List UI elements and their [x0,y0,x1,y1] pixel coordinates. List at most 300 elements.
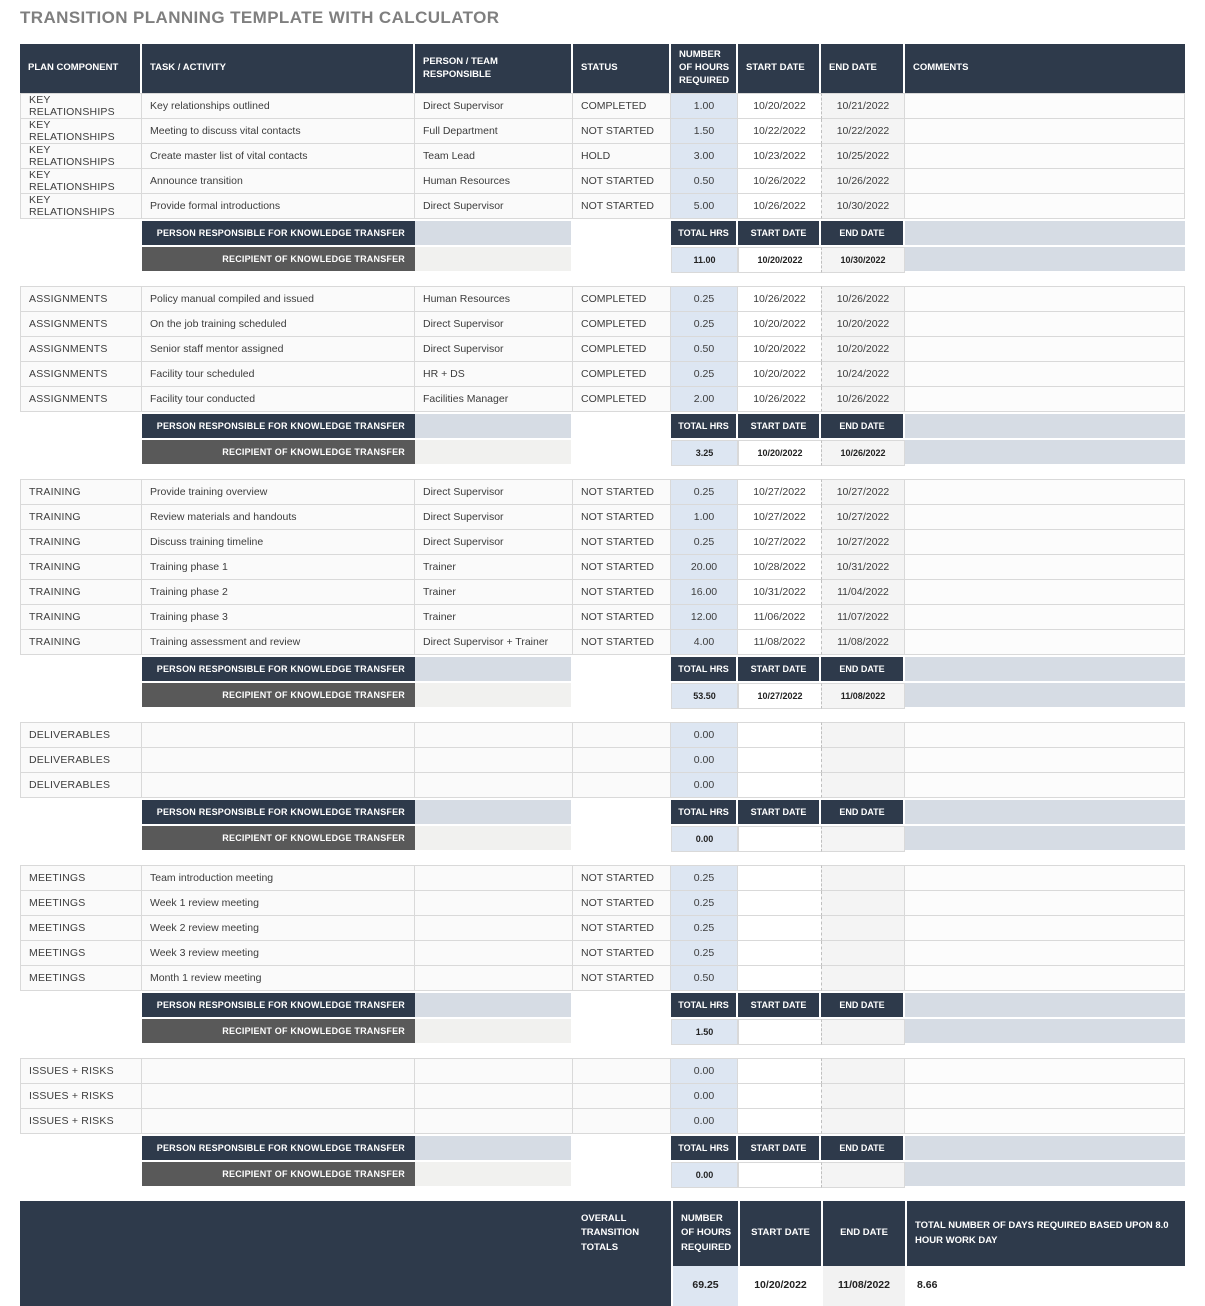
end-date-cell[interactable] [821,916,905,941]
plan-component-cell[interactable]: TRAINING [20,580,142,605]
kt-spacer [20,247,142,271]
status-cell[interactable] [573,722,671,748]
start-date-cell[interactable] [738,941,821,966]
plan-component-cell[interactable]: ASSIGNMENTS [20,387,142,412]
person-cell[interactable] [415,1058,573,1084]
status-cell[interactable] [573,1058,671,1084]
status-cell[interactable] [573,773,671,798]
comments-cell[interactable] [905,1058,1185,1084]
task-row [20,144,1185,169]
task-cell[interactable] [142,722,415,748]
hours-cell[interactable]: 2.00 [671,387,738,412]
comments-cell[interactable] [905,337,1185,362]
task-cell[interactable] [142,773,415,798]
plan-component-cell[interactable]: ASSIGNMENTS [20,362,142,387]
person-cell[interactable] [415,966,573,991]
plan-component-cell[interactable]: ISSUES + RISKS [20,1058,142,1084]
recipient-input[interactable] [415,826,573,850]
start-date-cell[interactable]: 10/26/2022 [738,194,821,219]
end-date-cell[interactable]: 10/20/2022 [821,337,905,362]
hours-cell[interactable]: 12.00 [671,605,738,630]
person-cell[interactable] [415,748,573,773]
col-header-person-team: PERSON / TEAM RESPONSIBLE [415,44,573,93]
status-cell[interactable] [573,1109,671,1134]
end-date-cell[interactable] [821,748,905,773]
summary-end-value[interactable] [821,1162,905,1188]
start-date-cell[interactable]: 10/27/2022 [738,479,821,505]
comments-cell[interactable] [905,93,1185,119]
end-date-cell[interactable]: 10/26/2022 [821,387,905,412]
end-date-cell[interactable] [821,865,905,891]
hours-cell[interactable]: 0.25 [671,286,738,312]
comments-cell[interactable] [905,479,1185,505]
task-row [20,387,1185,412]
summary-comments-cell[interactable] [905,414,1185,438]
status-cell[interactable]: NOT STARTED [573,941,671,966]
end-date-cell[interactable]: 10/30/2022 [821,194,905,219]
overall-start-value[interactable]: 10/20/2022 [738,1266,821,1306]
start-date-cell[interactable]: 10/20/2022 [738,312,821,337]
comments-cell[interactable] [905,966,1185,991]
start-date-cell[interactable]: 10/26/2022 [738,286,821,312]
end-date-cell[interactable]: 10/31/2022 [821,555,905,580]
start-date-cell[interactable]: 10/26/2022 [738,387,821,412]
hours-cell[interactable]: 1.50 [671,119,738,144]
task-cell[interactable]: Meeting to discuss vital contacts [142,119,415,144]
comments-cell[interactable] [905,748,1185,773]
summary-comments-cell[interactable] [905,993,1185,1017]
person-cell[interactable]: Direct Supervisor [415,194,573,219]
status-cell[interactable]: NOT STARTED [573,580,671,605]
start-date-cell[interactable]: 11/06/2022 [738,605,821,630]
task-cell[interactable]: Training phase 3 [142,605,415,630]
person-cell[interactable]: Human Resources [415,169,573,194]
summary-comments-cell[interactable] [905,440,1185,464]
comments-cell[interactable] [905,119,1185,144]
status-cell[interactable]: NOT STARTED [573,530,671,555]
person-responsible-input[interactable] [415,657,573,681]
end-date-cell[interactable]: 10/21/2022 [821,93,905,119]
summary-comments-cell[interactable] [905,826,1185,850]
person-cell[interactable] [415,941,573,966]
task-cell[interactable]: On the job training scheduled [142,312,415,337]
start-date-cell[interactable]: 10/28/2022 [738,555,821,580]
task-row [20,194,1185,219]
start-date-cell[interactable] [738,722,821,748]
task-cell[interactable]: Facility tour conducted [142,387,415,412]
task-cell[interactable]: Senior staff mentor assigned [142,337,415,362]
kt-spacer [20,1162,142,1186]
comments-cell[interactable] [905,505,1185,530]
person-cell[interactable]: Direct Supervisor [415,337,573,362]
overall-end-value[interactable]: 11/08/2022 [821,1266,905,1306]
hours-cell[interactable]: 0.25 [671,479,738,505]
person-cell[interactable] [415,1084,573,1109]
comments-cell[interactable] [905,530,1185,555]
task-cell[interactable]: Week 1 review meeting [142,891,415,916]
person-cell[interactable]: Full Department [415,119,573,144]
start-date-cell[interactable]: 10/31/2022 [738,580,821,605]
comments-cell[interactable] [905,1109,1185,1134]
task-cell[interactable]: Training phase 2 [142,580,415,605]
start-date-cell[interactable] [738,773,821,798]
summary-start-value[interactable] [738,1019,821,1045]
status-cell[interactable]: COMPLETED [573,312,671,337]
summary-comments-cell[interactable] [905,1019,1185,1043]
status-cell[interactable]: NOT STARTED [573,119,671,144]
kt-spacer [573,683,671,707]
summary-end-value[interactable]: 10/26/2022 [821,440,905,466]
status-cell[interactable]: NOT STARTED [573,555,671,580]
task-cell[interactable]: Training phase 1 [142,555,415,580]
person-responsible-input[interactable] [415,414,573,438]
task-cell[interactable]: Training assessment and review [142,630,415,655]
person-cell[interactable] [415,891,573,916]
summary-start-value[interactable]: 10/20/2022 [738,440,821,466]
hours-cell[interactable]: 0.00 [671,748,738,773]
start-date-cell[interactable]: 10/23/2022 [738,144,821,169]
summary-comments-cell[interactable] [905,1136,1185,1160]
start-date-cell[interactable]: 10/27/2022 [738,505,821,530]
comments-cell[interactable] [905,312,1185,337]
kt-spacer [573,414,671,438]
task-cell[interactable]: Key relationships outlined [142,93,415,119]
total-hours-value[interactable]: 3.25 [671,440,738,466]
comments-cell[interactable] [905,555,1185,580]
task-cell[interactable]: Review materials and handouts [142,505,415,530]
person-responsible-input[interactable] [415,800,573,824]
status-cell[interactable]: NOT STARTED [573,479,671,505]
start-date-cell[interactable]: 10/22/2022 [738,119,821,144]
comments-cell[interactable] [905,865,1185,891]
person-cell[interactable]: HR + DS [415,362,573,387]
comments-cell[interactable] [905,891,1185,916]
person-cell[interactable]: Direct Supervisor [415,530,573,555]
task-row [20,891,1185,916]
plan-component-cell[interactable]: DELIVERABLES [20,722,142,748]
person-cell[interactable]: Facilities Manager [415,387,573,412]
person-cell[interactable]: Direct Supervisor [415,93,573,119]
end-date-cell[interactable] [821,891,905,916]
comments-cell[interactable] [905,286,1185,312]
plan-component-cell[interactable]: MEETINGS [20,865,142,891]
person-cell[interactable] [415,1109,573,1134]
hours-cell[interactable]: 1.00 [671,93,738,119]
status-cell[interactable]: COMPLETED [573,337,671,362]
person-cell[interactable]: Team Lead [415,144,573,169]
plan-component-cell[interactable]: DELIVERABLES [20,748,142,773]
end-date-cell[interactable] [821,722,905,748]
status-cell[interactable]: COMPLETED [573,286,671,312]
hours-cell[interactable]: 3.00 [671,144,738,169]
comments-cell[interactable] [905,722,1185,748]
end-date-cell[interactable]: 10/26/2022 [821,286,905,312]
start-date-cell[interactable] [738,1084,821,1109]
overall-days-value[interactable]: 8.66 [905,1266,1185,1306]
summary-start-value[interactable] [738,1162,821,1188]
comments-cell[interactable] [905,916,1185,941]
person-responsible-label: PERSON RESPONSIBLE FOR KNOWLEDGE TRANSFER [142,414,415,438]
end-date-cell[interactable] [821,966,905,991]
status-cell[interactable]: NOT STARTED [573,891,671,916]
status-cell[interactable]: NOT STARTED [573,605,671,630]
comments-cell[interactable] [905,941,1185,966]
task-cell[interactable]: Week 3 review meeting [142,941,415,966]
end-date-cell[interactable] [821,1058,905,1084]
task-cell[interactable]: Month 1 review meeting [142,966,415,991]
hours-cell[interactable]: 0.25 [671,941,738,966]
end-date-cell[interactable]: 10/26/2022 [821,169,905,194]
summary-start-date-header: START DATE [738,657,821,681]
total-hrs-header: TOTAL HRS [671,657,738,681]
hours-cell[interactable]: 0.25 [671,891,738,916]
start-date-cell[interactable]: 11/08/2022 [738,630,821,655]
status-cell[interactable]: NOT STARTED [573,966,671,991]
person-responsible-input[interactable] [415,1136,573,1160]
summary-end-date-header: END DATE [821,221,905,245]
task-cell[interactable] [142,1058,415,1084]
status-cell[interactable]: COMPLETED [573,387,671,412]
hours-cell[interactable]: 0.00 [671,722,738,748]
plan-component-cell[interactable]: MEETINGS [20,891,142,916]
hours-cell[interactable]: 0.00 [671,1058,738,1084]
hours-cell[interactable]: 0.50 [671,169,738,194]
plan-component-cell[interactable]: MEETINGS [20,916,142,941]
summary-comments-cell[interactable] [905,247,1185,271]
start-date-cell[interactable]: 10/20/2022 [738,362,821,387]
task-cell[interactable]: Policy manual compiled and issued [142,286,415,312]
hours-cell[interactable]: 0.25 [671,362,738,387]
plan-component-cell[interactable]: TRAINING [20,605,142,630]
start-date-cell[interactable]: 10/20/2022 [738,93,821,119]
end-date-cell[interactable] [821,1109,905,1134]
start-date-cell[interactable] [738,1109,821,1134]
kt-spacer [573,221,671,245]
plan-component-cell[interactable]: ISSUES + RISKS [20,1109,142,1134]
plan-component-cell[interactable]: MEETINGS [20,941,142,966]
status-cell[interactable]: COMPLETED [573,93,671,119]
knowledge-transfer-person-row [20,800,1185,824]
plan-component-cell[interactable]: TRAINING [20,630,142,655]
recipient-input[interactable] [415,1019,573,1043]
hours-cell[interactable]: 5.00 [671,194,738,219]
summary-end-value[interactable] [821,1019,905,1045]
summary-start-value[interactable]: 10/20/2022 [738,247,821,273]
status-cell[interactable] [573,1084,671,1109]
plan-component-cell[interactable]: KEY RELATIONSHIPS [20,169,142,194]
start-date-cell[interactable] [738,966,821,991]
kt-spacer [573,1019,671,1043]
hours-cell[interactable]: 0.25 [671,916,738,941]
person-cell[interactable]: Direct Supervisor [415,312,573,337]
hours-cell[interactable]: 1.00 [671,505,738,530]
recipient-input[interactable] [415,1162,573,1186]
plan-component-cell[interactable]: ASSIGNMENTS [20,337,142,362]
end-date-cell[interactable]: 10/24/2022 [821,362,905,387]
task-cell[interactable] [142,748,415,773]
end-date-cell[interactable] [821,941,905,966]
hours-cell[interactable]: 4.00 [671,630,738,655]
person-cell[interactable] [415,722,573,748]
plan-component-cell[interactable]: TRAINING [20,479,142,505]
plan-component-cell[interactable]: KEY RELATIONSHIPS [20,194,142,219]
person-responsible-input[interactable] [415,993,573,1017]
status-cell[interactable]: NOT STARTED [573,505,671,530]
end-date-cell[interactable] [821,1084,905,1109]
hours-cell[interactable]: 0.50 [671,337,738,362]
comments-cell[interactable] [905,630,1185,655]
person-cell[interactable]: Trainer [415,580,573,605]
comments-cell[interactable] [905,387,1185,412]
person-cell[interactable] [415,865,573,891]
task-cell[interactable]: Team introduction meeting [142,865,415,891]
summary-start-value[interactable] [738,826,821,852]
hours-cell[interactable]: 0.00 [671,773,738,798]
recipient-input[interactable] [415,440,573,464]
plan-component-cell[interactable]: TRAINING [20,505,142,530]
task-cell[interactable] [142,1084,415,1109]
knowledge-transfer-recipient-row [20,826,1185,852]
task-row [20,748,1185,773]
end-date-cell[interactable]: 10/27/2022 [821,530,905,555]
comments-cell[interactable] [905,194,1185,219]
comments-cell[interactable] [905,362,1185,387]
person-cell[interactable]: Human Resources [415,286,573,312]
summary-comments-cell[interactable] [905,683,1185,707]
person-cell[interactable]: Trainer [415,605,573,630]
end-date-cell[interactable]: 10/22/2022 [821,119,905,144]
start-date-cell[interactable]: 10/20/2022 [738,337,821,362]
summary-end-value[interactable]: 10/30/2022 [821,247,905,273]
person-cell[interactable] [415,773,573,798]
summary-comments-cell[interactable] [905,657,1185,681]
hours-cell[interactable]: 16.00 [671,580,738,605]
status-cell[interactable]: NOT STARTED [573,916,671,941]
end-date-cell[interactable]: 10/27/2022 [821,479,905,505]
overall-start-header: START DATE [738,1201,821,1266]
total-hours-value[interactable]: 0.00 [671,826,738,852]
summary-start-value[interactable]: 10/27/2022 [738,683,821,709]
start-date-cell[interactable] [738,916,821,941]
person-cell[interactable]: Direct Supervisor [415,479,573,505]
hours-cell[interactable]: 0.50 [671,966,738,991]
person-responsible-input[interactable] [415,221,573,245]
comments-cell[interactable] [905,605,1185,630]
plan-component-cell[interactable]: TRAINING [20,530,142,555]
total-hours-value[interactable]: 0.00 [671,1162,738,1188]
hours-cell[interactable]: 0.25 [671,530,738,555]
task-row [20,555,1185,580]
status-cell[interactable]: NOT STARTED [573,630,671,655]
total-hours-value[interactable]: 53.50 [671,683,738,709]
start-date-cell[interactable] [738,891,821,916]
person-cell[interactable]: Trainer [415,555,573,580]
status-cell[interactable]: NOT STARTED [573,169,671,194]
hours-cell[interactable]: 20.00 [671,555,738,580]
task-cell[interactable] [142,1109,415,1134]
end-date-cell[interactable]: 11/04/2022 [821,580,905,605]
overall-totals-label: OVERALL TRANSITION TOTALS [581,1213,640,1253]
summary-comments-cell[interactable] [905,221,1185,245]
comments-cell[interactable] [905,773,1185,798]
summary-end-date-header: END DATE [821,993,905,1017]
task-cell[interactable]: Create master list of vital contacts [142,144,415,169]
summary-end-value[interactable] [821,826,905,852]
hours-cell[interactable]: 0.25 [671,865,738,891]
comments-cell[interactable] [905,1084,1185,1109]
summary-comments-cell[interactable] [905,800,1185,824]
start-date-cell[interactable] [738,1058,821,1084]
status-cell[interactable]: COMPLETED [573,362,671,387]
total-hours-value[interactable]: 11.00 [671,247,738,273]
recipient-input[interactable] [415,683,573,707]
plan-component-cell[interactable]: MEETINGS [20,966,142,991]
plan-component-cell[interactable]: ISSUES + RISKS [20,1084,142,1109]
task-row [20,580,1185,605]
end-date-cell[interactable]: 10/25/2022 [821,144,905,169]
plan-component-cell[interactable]: KEY RELATIONSHIPS [20,144,142,169]
task-cell[interactable]: Discuss training timeline [142,530,415,555]
task-cell[interactable]: Week 2 review meeting [142,916,415,941]
summary-comments-cell[interactable] [905,1162,1185,1186]
plan-component-cell[interactable]: KEY RELATIONSHIPS [20,93,142,119]
person-responsible-label: PERSON RESPONSIBLE FOR KNOWLEDGE TRANSFER [142,657,415,681]
comments-cell[interactable] [905,580,1185,605]
end-date-cell[interactable]: 11/07/2022 [821,605,905,630]
plan-component-cell[interactable]: ASSIGNMENTS [20,312,142,337]
overall-hours-value[interactable]: 69.25 [671,1266,738,1306]
hours-cell[interactable]: 0.00 [671,1084,738,1109]
task-cell[interactable]: Announce transition [142,169,415,194]
task-cell[interactable]: Provide training overview [142,479,415,505]
recipient-input[interactable] [415,247,573,271]
comments-cell[interactable] [905,144,1185,169]
start-date-cell[interactable] [738,865,821,891]
start-date-cell[interactable]: 10/27/2022 [738,530,821,555]
task-cell[interactable]: Provide formal introductions [142,194,415,219]
end-date-cell[interactable] [821,773,905,798]
comments-cell[interactable] [905,169,1185,194]
start-date-cell[interactable]: 10/26/2022 [738,169,821,194]
kt-spacer [20,440,142,464]
kt-spacer [573,1136,671,1160]
status-cell[interactable] [573,748,671,773]
total-hours-value[interactable]: 1.50 [671,1019,738,1045]
plan-component-cell[interactable]: ASSIGNMENTS [20,286,142,312]
end-date-cell[interactable]: 10/20/2022 [821,312,905,337]
task-row [20,93,1185,119]
hours-cell[interactable]: 0.00 [671,1109,738,1134]
status-cell[interactable]: NOT STARTED [573,865,671,891]
end-date-cell[interactable]: 11/08/2022 [821,630,905,655]
end-date-cell[interactable]: 10/27/2022 [821,505,905,530]
sections-container [20,93,1185,1188]
person-cell[interactable]: Direct Supervisor [415,505,573,530]
person-cell[interactable] [415,916,573,941]
plan-component-cell[interactable]: KEY RELATIONSHIPS [20,119,142,144]
summary-end-value[interactable]: 11/08/2022 [821,683,905,709]
person-cell[interactable]: Direct Supervisor + Trainer [415,630,573,655]
task-cell[interactable]: Facility tour scheduled [142,362,415,387]
status-cell[interactable]: NOT STARTED [573,194,671,219]
plan-component-cell[interactable]: DELIVERABLES [20,773,142,798]
hours-cell[interactable]: 0.25 [671,312,738,337]
kt-spacer [20,1019,142,1043]
start-date-cell[interactable] [738,748,821,773]
plan-component-cell[interactable]: TRAINING [20,555,142,580]
status-cell[interactable]: HOLD [573,144,671,169]
overall-hours-header: NUMBER OF HOURS REQUIRED [671,1201,738,1266]
